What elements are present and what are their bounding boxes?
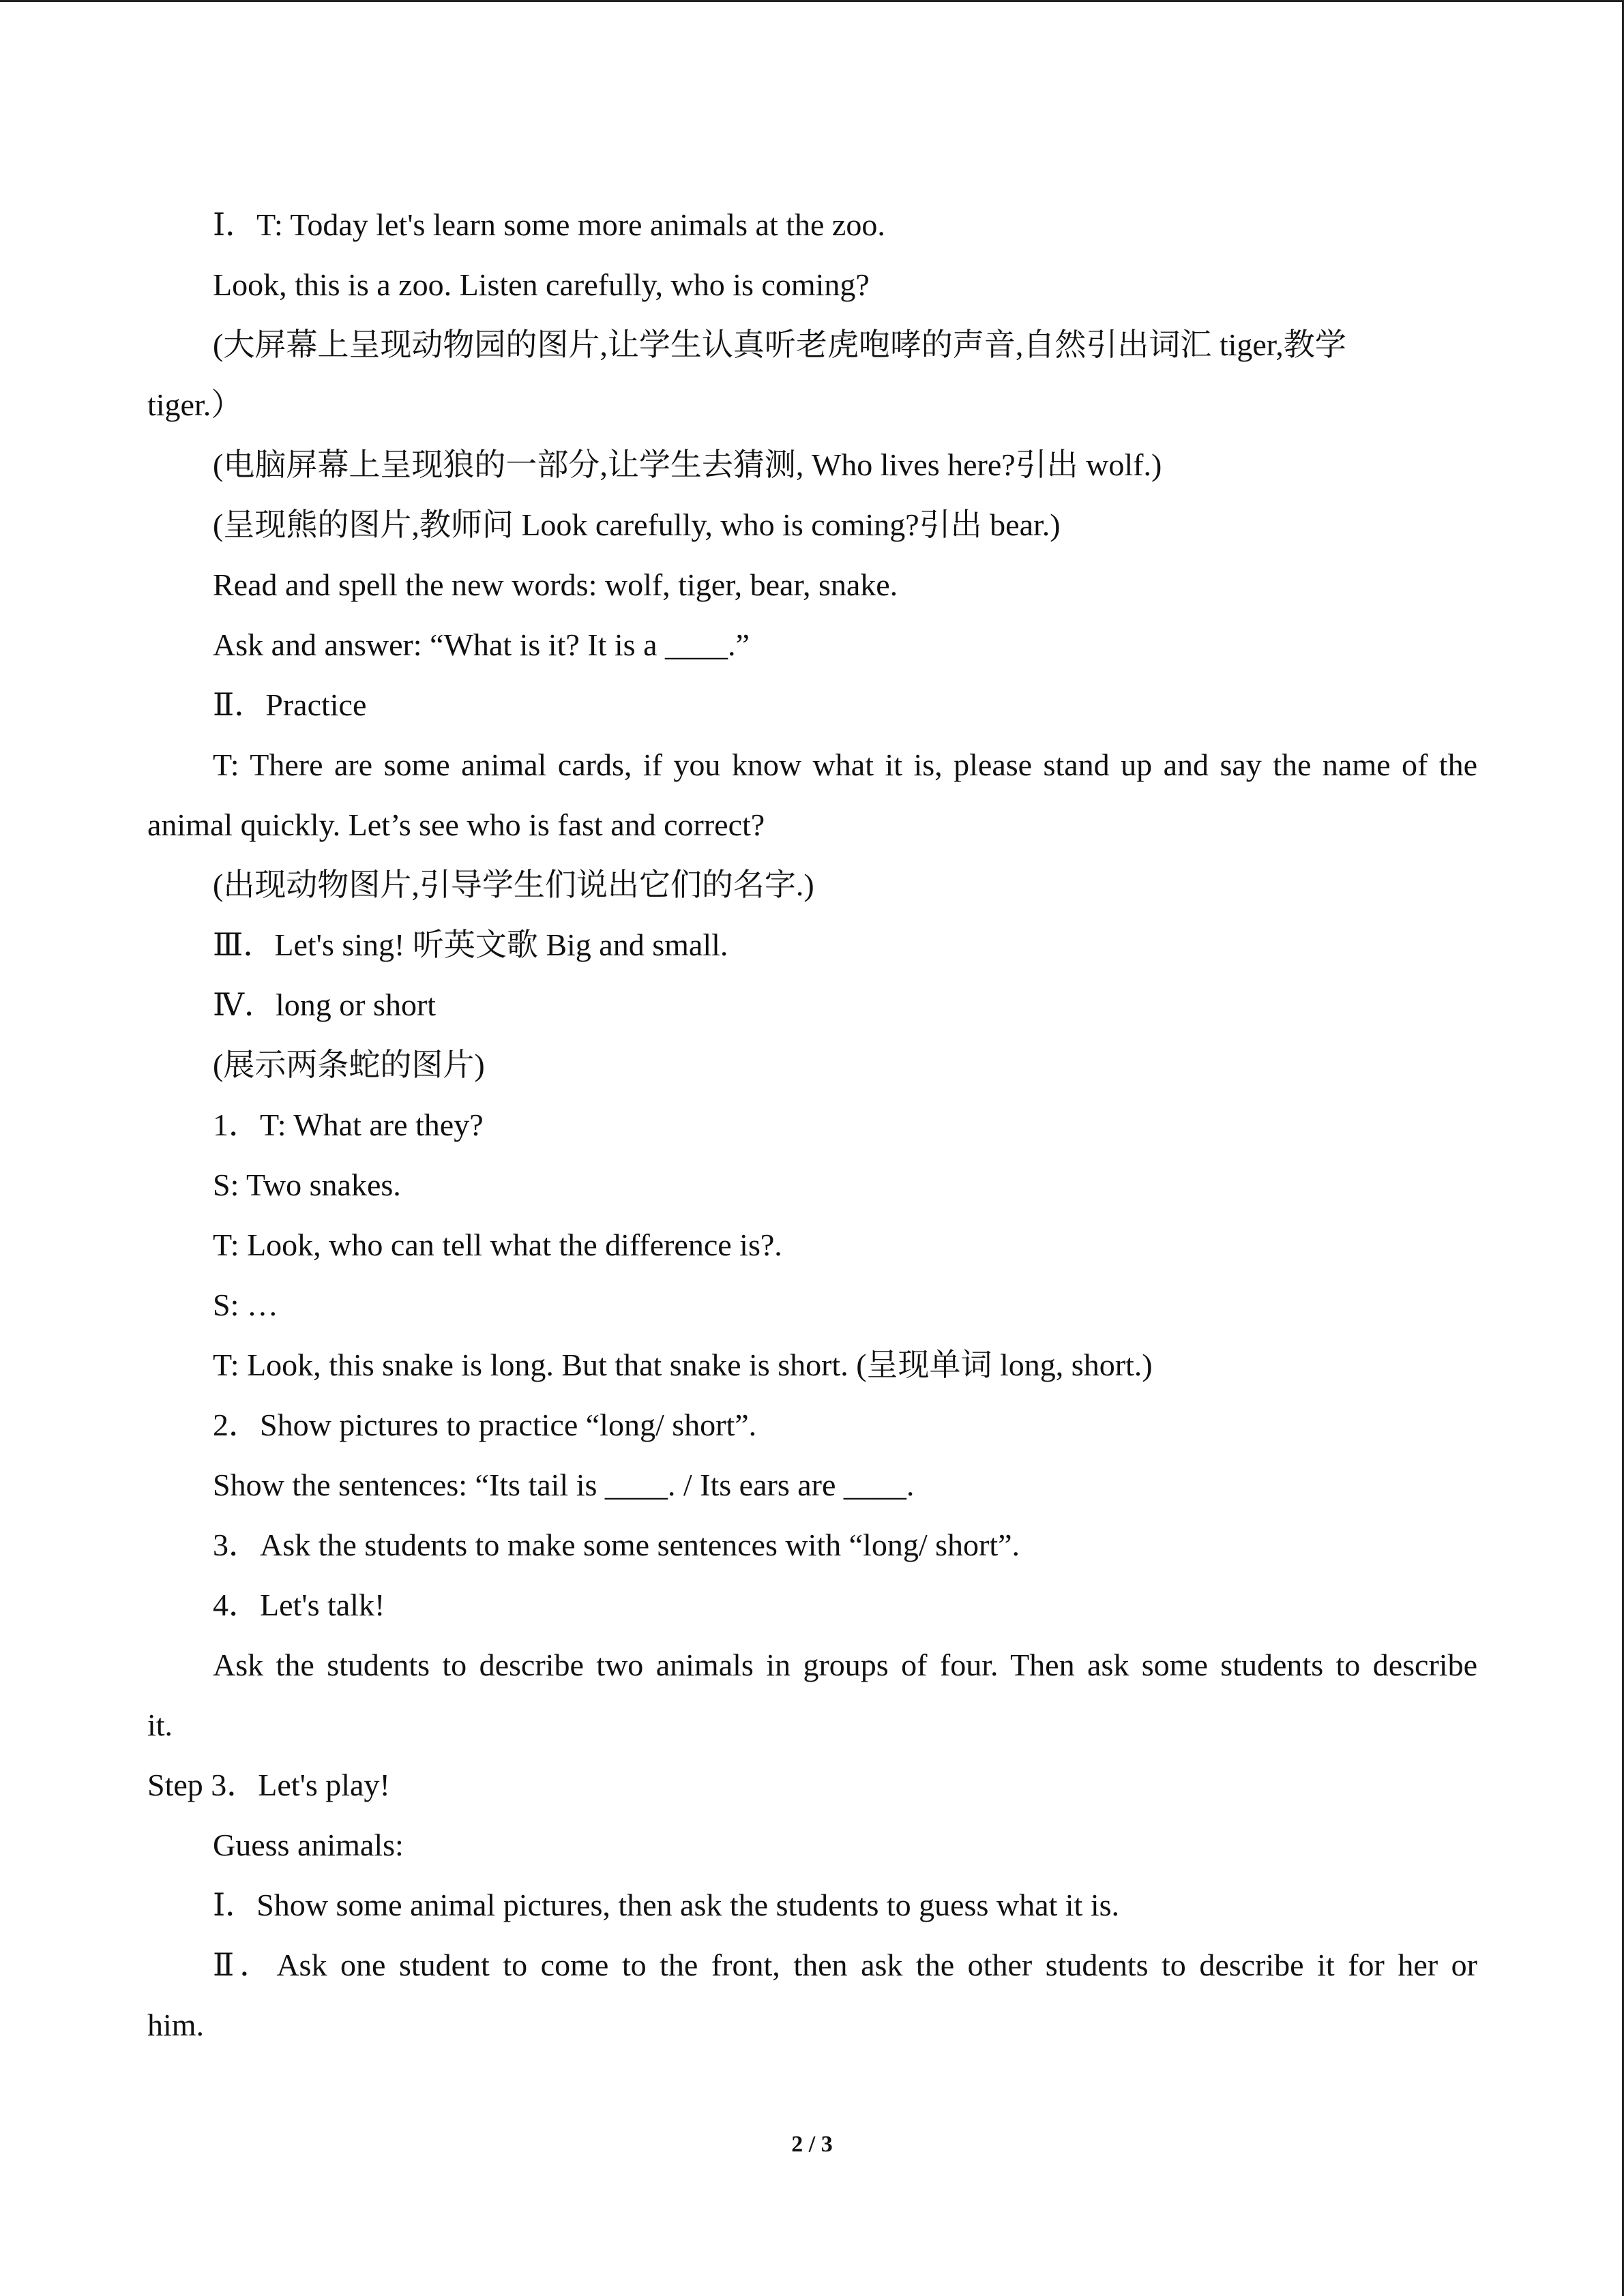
text-line: (呈现熊的图片,教师问 Look carefully, who is coming?引出 bear.) bbox=[213, 507, 1061, 542]
text-line: 2．Show pictures to practice “long/ short”. bbox=[213, 1407, 757, 1442]
text-line: Look, this is a zoo. Listen carefully, who is coming? bbox=[213, 267, 870, 302]
text-line: Ask the students to describe two animals in groups of four. Then ask some students to describe bbox=[213, 1648, 1477, 1682]
text-line: T: Look, who can tell what the difference is?. bbox=[213, 1227, 782, 1262]
text-line: T: Look, this snake is long. But that snake is short. (呈现单词 long, short.) bbox=[213, 1347, 1153, 1382]
page-number: 2 / 3 bbox=[791, 2132, 833, 2157]
text-line: 3．Ask the students to make some sentences with “long/ short”. bbox=[213, 1527, 1020, 1562]
text-line: it. bbox=[147, 1708, 173, 1742]
text-line: animal quickly. Let’s see who is fast and correct? bbox=[147, 807, 765, 842]
text-line: Guess animals: bbox=[213, 1828, 404, 1862]
text-line: Step 3．Let's play! bbox=[147, 1768, 390, 1802]
text-line: (大屏幕上呈现动物园的图片,让学生认真听老虎咆哮的声音,自然引出词汇 tiger,教学 bbox=[213, 327, 1346, 362]
text-line: S: Two snakes. bbox=[213, 1167, 401, 1202]
text-line: T: There are some animal cards, if you know what it is, please stand up and say the name of the bbox=[213, 747, 1477, 782]
text-line: Ⅲ．Let's sing! 听英文歌 Big and small. bbox=[213, 927, 728, 962]
text-line: 1．T: What are they? bbox=[213, 1107, 484, 1142]
text-line: Ⅰ．Show some animal pictures, then ask the students to guess what it is. bbox=[213, 1888, 1120, 1922]
text-line: S: … bbox=[213, 1287, 278, 1322]
text-line: tiger.） bbox=[147, 387, 243, 422]
text-line: Read and spell the new words: wolf, tiger, bear, snake. bbox=[213, 567, 898, 602]
text-line: (展示两条蛇的图片) bbox=[213, 1047, 485, 1082]
text-line: Ask and answer: “What is it? It is a ____.” bbox=[213, 627, 750, 662]
text-line: Ⅱ．Practice bbox=[213, 687, 367, 722]
text-line: (出现动物图片,引导学生们说出它们的名字.) bbox=[213, 867, 814, 902]
text-line: (电脑屏幕上呈现狼的一部分,让学生去猜测, Who lives here?引出 wolf.) bbox=[213, 447, 1162, 482]
text-line: him. bbox=[147, 2008, 205, 2042]
text-line: 4．Let's talk! bbox=[213, 1587, 385, 1622]
text-line: Ⅳ．long or short bbox=[213, 987, 437, 1022]
text-line: Show the sentences: “Its tail is ____. / Its ears are ____. bbox=[213, 1467, 915, 1502]
text-line: Ⅰ．T: Today let's learn some more animals at the zoo. bbox=[213, 207, 885, 242]
text-line: Ⅱ．Ask one student to come to the front, then ask the other students to describe it for her or bbox=[213, 1948, 1477, 1982]
